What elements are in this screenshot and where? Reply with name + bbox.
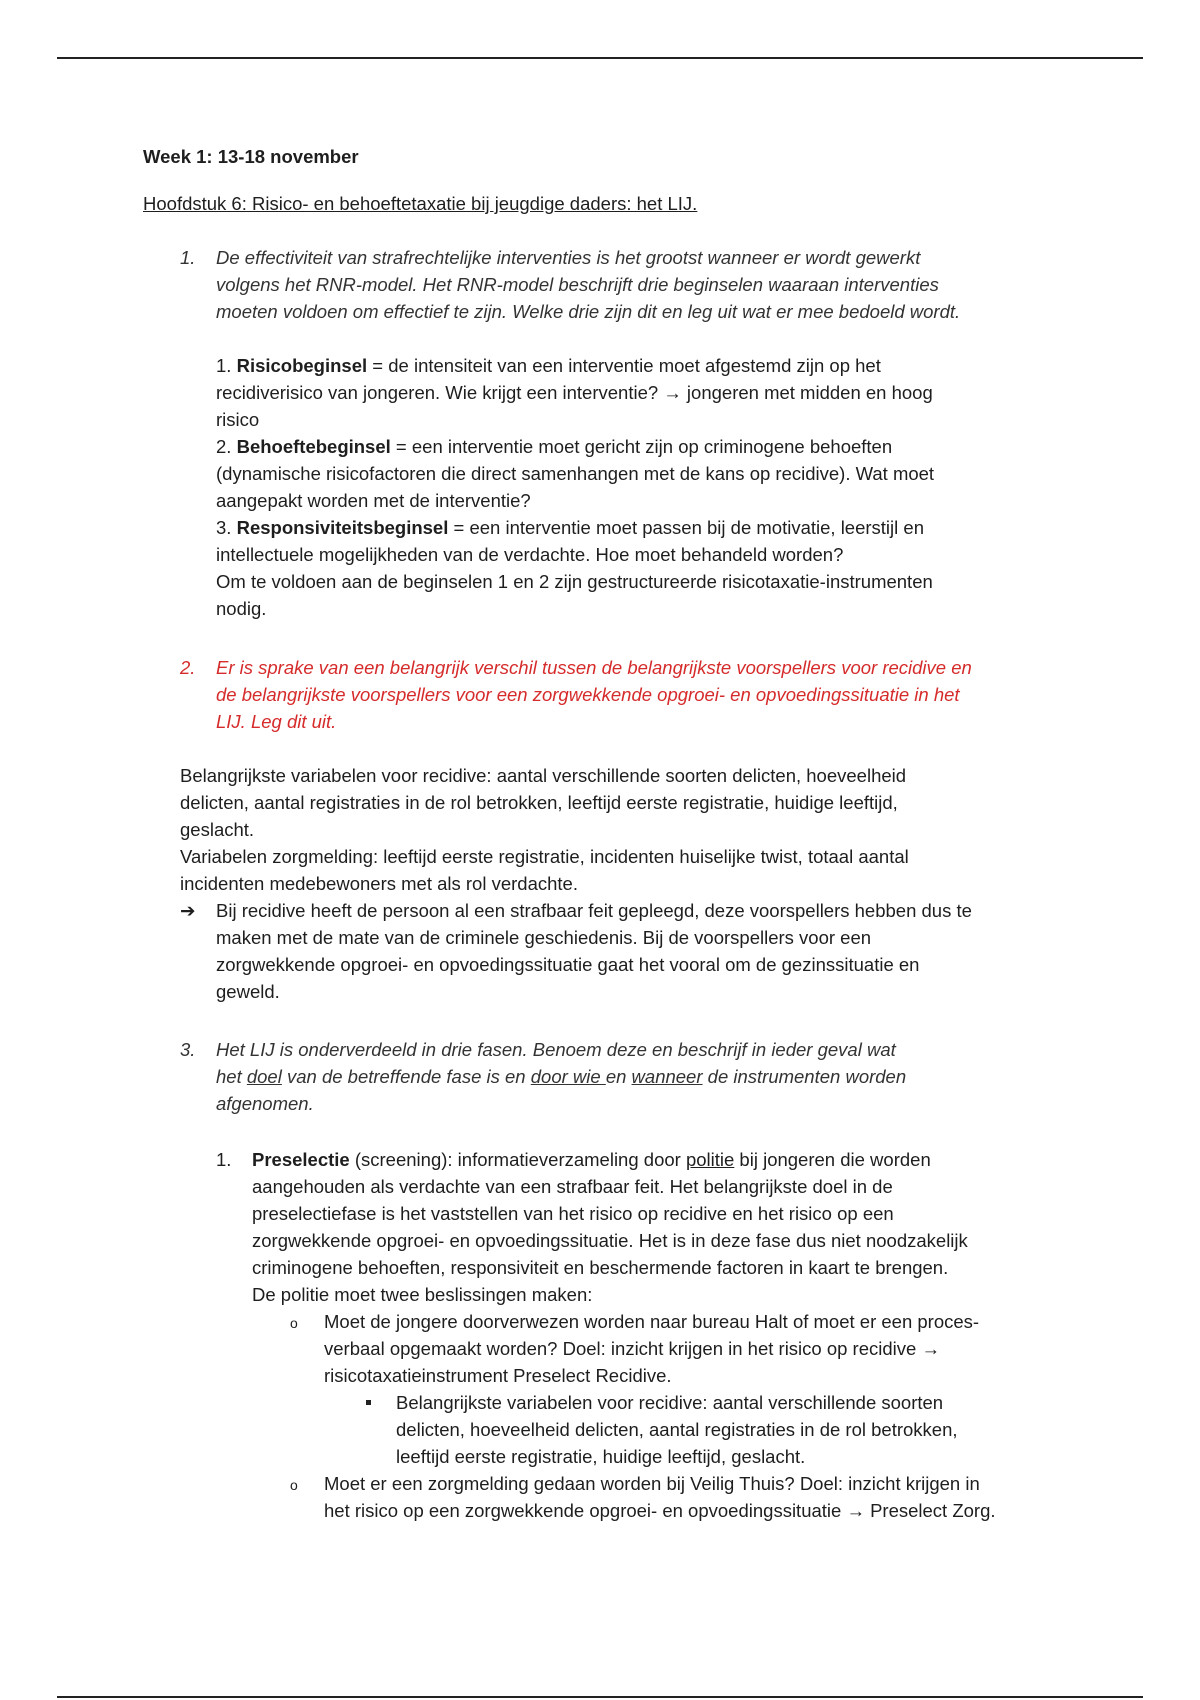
q1-answer-1: 1. Risicobeginsel = de intensiteit van een interventie moet afgestemd zijn op het: [216, 355, 881, 376]
bottom-rule: [57, 1696, 1143, 1698]
q1-line-3: moeten voldoen om effectief te zijn. Welke drie zijn dit en leg uit wat er mee bedoeld wordt.: [216, 301, 961, 322]
preselectie-number: 1.: [216, 1149, 232, 1170]
preselectie-l1: Preselectie (screening): informatieverzameling door politie bij jongeren die worden: [252, 1149, 931, 1170]
preselectie-l6: De politie moet twee beslissingen maken:: [252, 1284, 593, 1305]
q1-answer-3-l2: intellectuele mogelijkheden van de verdachte. Hoe moet behandeld worden?: [216, 544, 844, 565]
preselectie-l4: zorgwekkende opgroei- en opvoedingssituatie. Het is in deze fase dus niet noodzakelijk: [252, 1230, 968, 1251]
preselectie-l2: aangehouden als verdachte van een strafbaar feit. Het belangrijkste doel in de: [252, 1176, 893, 1197]
q3-line-2: het doel van de betreffende fase is en door wie en wanneer de instrumenten worden: [216, 1066, 907, 1087]
top-rule: [57, 57, 1143, 59]
q2-answer-l3: geslacht.: [180, 819, 255, 840]
preselectie-l3: preselectiefase is het vaststellen van het risico op recidive en het risico op een: [252, 1203, 894, 1224]
q3-number: 3.: [180, 1039, 196, 1060]
q3-line-3: afgenomen.: [216, 1093, 314, 1114]
option-2-l2: het risico op een zorgwekkende opgroei- en opvoedingssituatie → Preselect Zorg.: [324, 1500, 996, 1521]
q2-number: 2.: [180, 657, 196, 678]
q1-answer-2-l2: (dynamische risicofactoren die direct samenhangen met de kans op recidive). Wat moet: [216, 463, 935, 484]
q1-number: 1.: [180, 247, 196, 268]
option-1-l3: risicotaxatieinstrument Preselect Recidive.: [324, 1365, 672, 1386]
circle-bullet-icon: o: [290, 1477, 298, 1493]
q2-arrow-l2: maken met de mate van de criminele geschiedenis. Bij de voorspellers voor een: [216, 927, 872, 948]
q2-line-2: de belangrijkste voorspellers voor een zorgwekkende opgroei- en opvoedingssituatie in het: [216, 684, 960, 705]
q2-line-1: Er is sprake van een belangrijk verschil tussen de belangrijkste voorspellers voor recidive en: [216, 657, 972, 678]
q2-line-3: LIJ. Leg dit uit.: [216, 711, 337, 732]
q2-answer-l5: incidenten medebewoners met als rol verdachte.: [180, 873, 578, 894]
q1-answer-2-l3: aangepakt worden met de interventie?: [216, 490, 531, 511]
option-1-l1: Moet de jongere doorverwezen worden naar bureau Halt of moet er een proces-: [324, 1311, 980, 1332]
option-1-l2: verbaal opgemaakt worden? Doel: inzicht krijgen in het risico op recidive →: [324, 1338, 940, 1359]
arrow-bullet-icon: ➔: [180, 900, 196, 921]
square-bullet-icon: [366, 1400, 371, 1405]
subpoint-l3: leeftijd eerste registratie, huidige leeftijd, geslacht.: [396, 1446, 806, 1467]
q2-arrow-l4: geweld.: [216, 981, 280, 1002]
q2-answer-l1: Belangrijkste variabelen voor recidive: aantal verschillende soorten delicten, hoeveelheid: [180, 765, 907, 786]
q1-answer-1-l3: risico: [216, 409, 260, 430]
week-heading: Week 1: 13-18 november: [143, 146, 359, 167]
q2-answer-l4: Variabelen zorgmelding: leeftijd eerste registratie, incidenten huiselijke twist, totaal aantal: [180, 846, 909, 867]
q1-answer-2: 2. Behoeftebeginsel = een interventie moet gericht zijn op criminogene behoeften: [216, 436, 893, 457]
q3-line-1: Het LIJ is onderverdeeld in drie fasen. Benoem deze en beschrijf in ieder geval wat: [216, 1039, 896, 1060]
chapter-heading: Hoofdstuk 6: Risico- en behoeftetaxatie bij jeugdige daders: het LIJ.: [143, 193, 698, 214]
q1-answer-4: Om te voldoen aan de beginselen 1 en 2 zijn gestructureerde risicotaxatie-instrumenten: [216, 571, 933, 592]
q1-answer-4-l2: nodig.: [216, 598, 267, 619]
option-2-l1: Moet er een zorgmelding gedaan worden bij Veilig Thuis? Doel: inzicht krijgen in: [324, 1473, 980, 1494]
subpoint-l1: Belangrijkste variabelen voor recidive: aantal verschillende soorten: [396, 1392, 944, 1413]
q2-arrow-l1: Bij recidive heeft de persoon al een strafbaar feit gepleegd, deze voorspellers hebben dus te: [216, 900, 972, 921]
subpoint-l2: delicten, hoeveelheid delicten, aantal registraties in de rol betrokken,: [396, 1419, 958, 1440]
preselectie-l5: criminogene behoeften, responsiviteit en beschermende factoren in kaart te brengen.: [252, 1257, 949, 1278]
q1-line-1: De effectiviteit van strafrechtelijke interventies is het grootst wanneer er wordt gewerkt: [216, 247, 921, 268]
q1-line-2: volgens het RNR-model. Het RNR-model beschrijft drie beginselen waaraan interventies: [216, 274, 939, 295]
q2-arrow-l3: zorgwekkende opgroei- en opvoedingssituatie gaat het vooral om de gezinssituatie en: [216, 954, 920, 975]
q1-answer-1-l2: recidiverisico van jongeren. Wie krijgt een interventie? → jongeren met midden en hoog: [216, 382, 933, 403]
q1-answer-3: 3. Responsiviteitsbeginsel = een interventie moet passen bij de motivatie, leerstijl en: [216, 517, 924, 538]
circle-bullet-icon: o: [290, 1315, 298, 1331]
q2-answer-l2: delicten, aantal registraties in de rol betrokken, leeftijd eerste registratie, huidige leeftijd,: [180, 792, 898, 813]
